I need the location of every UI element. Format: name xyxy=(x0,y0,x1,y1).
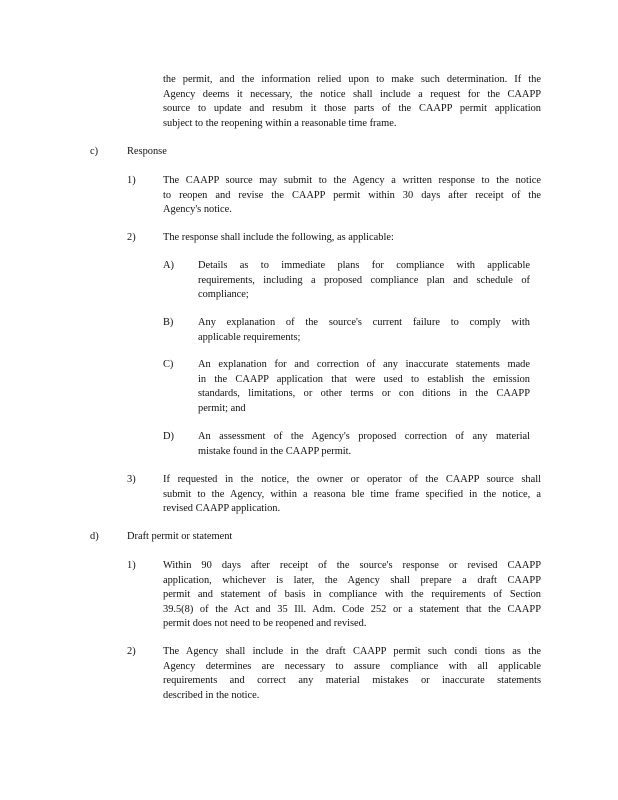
c-sub-a-label: A) xyxy=(163,260,174,271)
c-sub-d-label: D) xyxy=(163,431,174,442)
d-item2-text xyxy=(163,645,541,703)
d-item1-label: 1) xyxy=(127,560,136,571)
c-item1-text xyxy=(163,174,541,218)
text-line: in the CAAPP application that were used to establish the emission xyxy=(198,373,530,385)
c-item2-text xyxy=(163,231,541,246)
text-line: the permit, and the information relied upon to make such determination. If the xyxy=(163,74,541,85)
text-line: Details as to immediate plans for compliance with applicable xyxy=(198,260,530,271)
text-line: submit to the Agency, within a reasona ble time frame specified in the notice, a xyxy=(163,488,541,500)
c-sub-c-text xyxy=(198,358,530,416)
text-line: The CAAPP source may submit to the Agency a written response to the notice xyxy=(163,175,541,186)
text-line: source to update and resubm it those parts of the CAAPP permit application xyxy=(163,103,541,114)
text-line: Any explanation of the source's current failure to comply with xyxy=(198,317,530,328)
text-line: application, whichever is later, the Agency shall prepare a draft CAAPP xyxy=(163,574,541,586)
text-line: requirements, including a proposed compliance plan and schedule of xyxy=(198,274,530,286)
text-line: compliance; xyxy=(198,289,249,300)
text-line: Within 90 days after receipt of the source's response or revised CAAPP xyxy=(163,560,541,571)
text-line: The response shall include the following, as applicable: xyxy=(163,232,394,243)
text-line: If requested in the notice, the owner or operator of the CAAPP source shall xyxy=(163,474,541,485)
section-d-title: Draft permit or statement xyxy=(127,531,233,542)
c-sub-c-label: C) xyxy=(163,359,174,370)
c-item3-text xyxy=(163,473,541,517)
text-line: described in the notice. xyxy=(163,689,260,701)
d-item2-label: 2) xyxy=(127,646,136,657)
text-line: requirements and correct any material mistakes or inaccurate statements xyxy=(163,675,541,686)
c-sub-a-text xyxy=(198,259,530,303)
c-item3-label: 3) xyxy=(127,474,136,485)
intro-paragraph xyxy=(163,73,541,131)
text-line: Agency determines are necessary to assure compliance with all applicable xyxy=(163,660,541,672)
text-line: 39.5(8) of the Act and 35 Ill. Adm. Code 252 or a statement that the CAAPP xyxy=(163,603,541,615)
text-line: revised CAAPP application. xyxy=(163,503,281,514)
text-line: The Agency shall include in the draft CAAPP permit such condi tions as the xyxy=(163,646,541,657)
text-line: subject to the reopening within a reasonable time frame. xyxy=(163,117,397,129)
section-c-title: Response xyxy=(127,146,167,157)
text-line: An assessment of the Agency's proposed correction of any material xyxy=(198,431,530,442)
section-d-label: d) xyxy=(90,531,99,542)
c-sub-d-text xyxy=(198,430,530,459)
text-line: permit and statement of basis in compliance with the requirements of Section xyxy=(163,589,541,600)
text-line: Agency's notice. xyxy=(163,204,232,215)
text-line: applicable requirements; xyxy=(198,331,301,343)
c-sub-b-label: B) xyxy=(163,317,174,328)
c-sub-b-text xyxy=(198,316,530,345)
text-line: to reopen and revise the CAAPP permit within 30 days after receipt of the xyxy=(163,189,541,201)
text-line: mistake found in the CAAPP permit. xyxy=(198,445,352,457)
text-line: An explanation for and correction of any inaccurate statements made xyxy=(198,359,530,370)
section-c-label: c) xyxy=(90,146,99,157)
text-line: permit does not need to be reopened and revised. xyxy=(163,618,367,629)
text-line: Agency deems it necessary, the notice shall include a request for the CAAPP xyxy=(163,88,541,100)
text-line: standards, limitations, or other terms or con ditions in the CAAPP xyxy=(198,388,530,399)
c-item2-label: 2) xyxy=(127,232,136,243)
d-item1-text xyxy=(163,559,541,632)
text-line: permit; and xyxy=(198,402,246,414)
c-item1-label: 1) xyxy=(127,175,136,186)
